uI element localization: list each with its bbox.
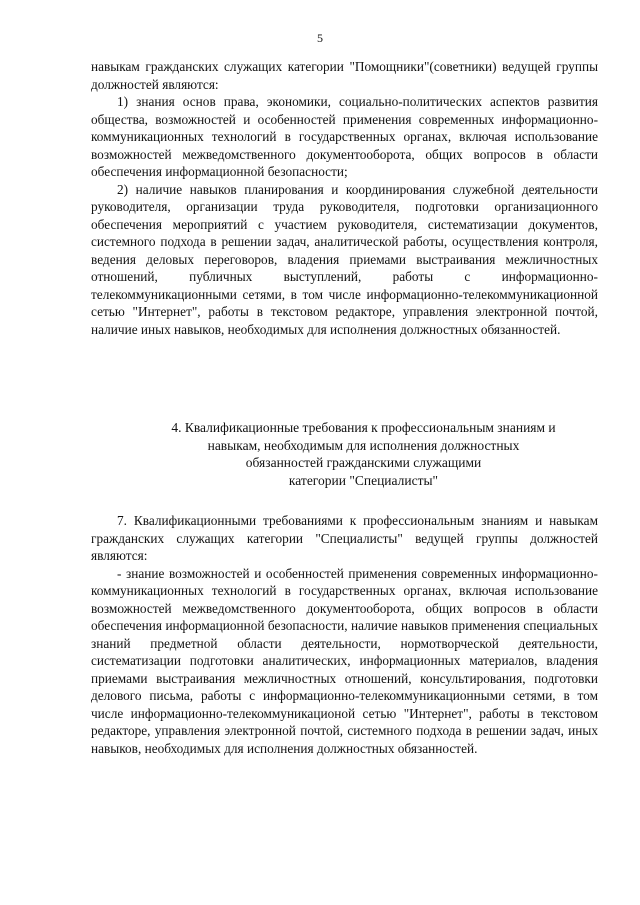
intro-paragraph: навыкам гражданских служащих категории "Помощники"(советники) ведущей группы должностей являются: bbox=[91, 59, 598, 92]
list-item: 1) знания основ права, экономики, социально-политических аспектов развития общества, возможностей и особенностей применения современных информационно-коммуникационных технологий в государственных органах, включая использование возможностей межведомственного документооборота, общих вопросов в области обеспечения информационной безопасности; bbox=[91, 94, 598, 179]
section-heading-line: категории "Специалисты" bbox=[288, 472, 439, 488]
page-number: 5 bbox=[317, 31, 323, 45]
section-heading-line: навыкам, необходимым для исполнения должностных bbox=[207, 437, 520, 453]
section-heading-line: обязанностей гражданскими служащими bbox=[245, 455, 482, 470]
clause-7: 7. Квалификационными требованиями к профессиональным знаниям и навыкам гражданских служащих категории "Специалисты" ведущей группы должностей являются: bbox=[91, 513, 598, 563]
list-item: 2) наличие навыков планирования и координирования служебной деятельности руководителя, организации труда руководителя, подготовки организационного обеспечения мероприятий с участием руководителя, систематизации документов, системного подхода в решении задач, аналитической работы, осуществления контроля, ведения деловых переговоров, владения приемами выстраивания межличностных отношений, публичных выступлений, работы с информационно-телекоммуникационными сетями, в том числе информационно-телекоммуникационной сетью "Интернет", работы в текстовом редакторе, управления электронной почтой, наличие иных навыков, необходимых для исполнения должностных обязанностей. bbox=[91, 181, 598, 337]
section-heading bbox=[91, 419, 636, 489]
section-4-body bbox=[91, 512, 598, 757]
section-3-continuation bbox=[91, 58, 598, 338]
section-heading-line: 4. Квалификационные требования к профессиональным знаниям и bbox=[171, 420, 556, 435]
clause-7-item: - знание возможностей и особенностей применения современных информационно-коммуникационных технологий в государственных органах, включая использование возможностей межведомственного документооборота, общих вопросов в области обеспечения информационной безопасности, наличие навыков применения специальных знаний предметной области деятельности, нормотворческой деятельности, систематизации подготовки аналитических, информационных материалов, владения приемами выстраивания межличностных отношений, консультирования, подготовки делового письма, работы с информационно-телекоммуникационными сетями, в том числе информационно-телекоммуникационой сетью "Интернет", работы в текстовом редакторе, управления электронной почтой, системного подхода в решении задач, иных навыков, необходимых для исполнения должностных обязанностей. bbox=[91, 565, 598, 756]
